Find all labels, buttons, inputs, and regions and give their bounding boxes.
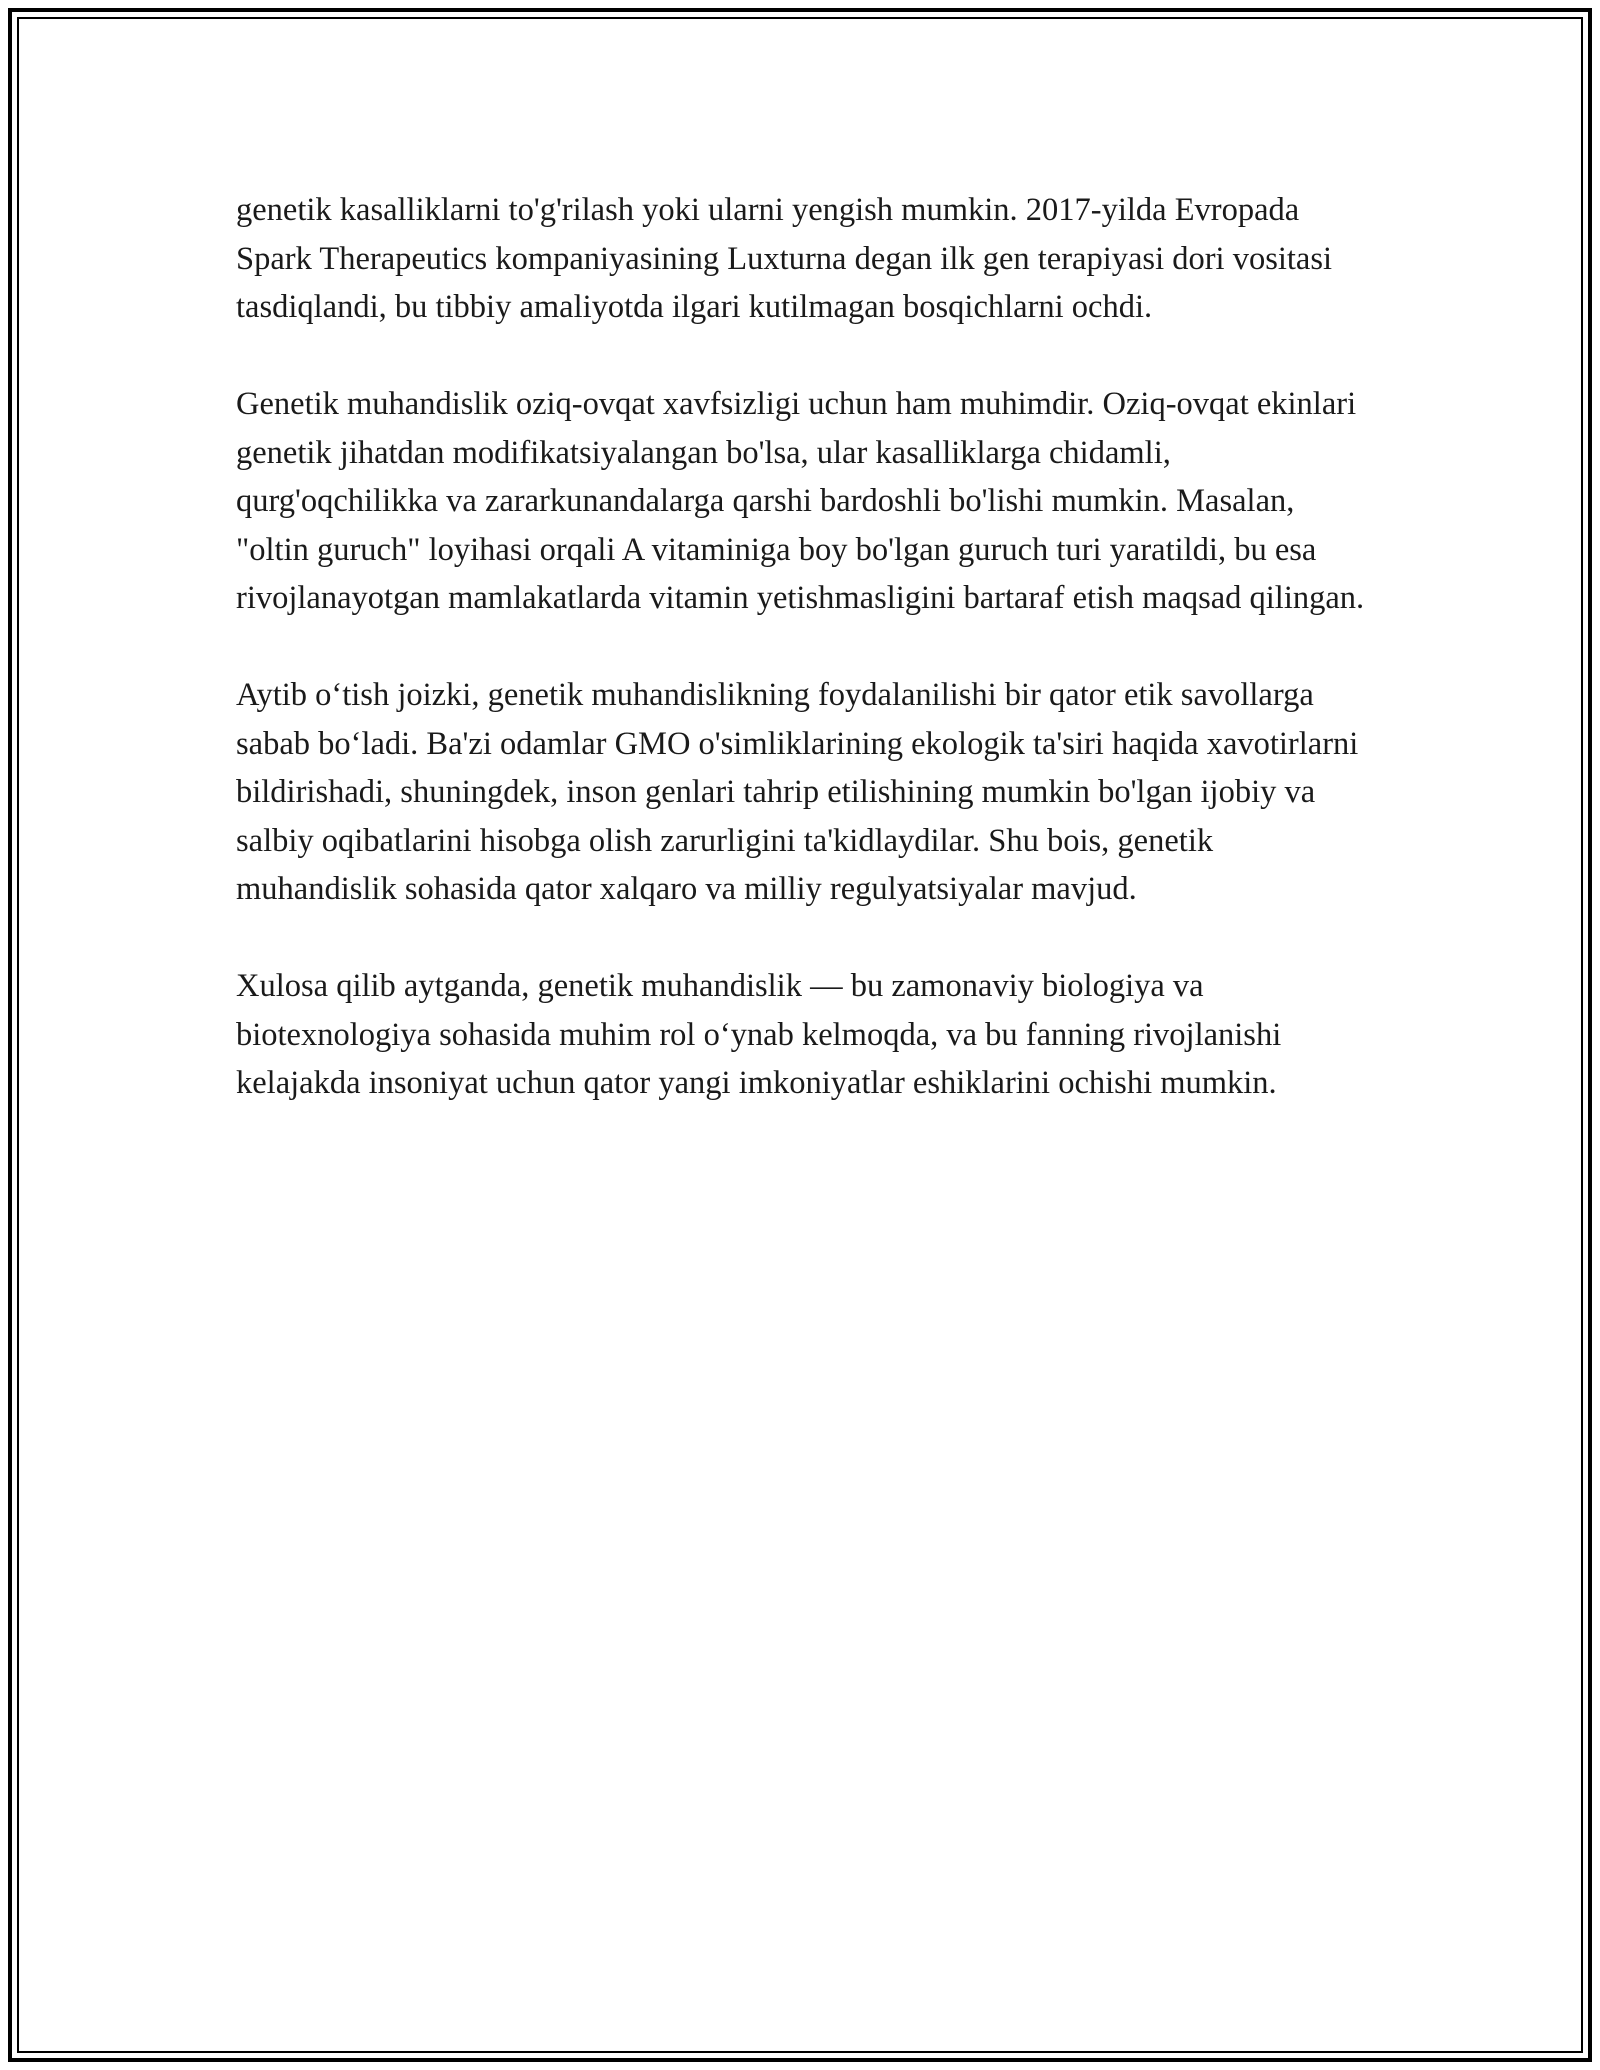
paragraph-food-security: Genetik muhandislik oziq-ovqat xavfsizligi uchun ham muhimdir. Oziq-ovqat ekinlari genetik jihatdan modifikatsiyalangan bo'lsa, ular kasalliklarga chidamli, qurg'oqchilikka va zararkunandalarga qarshi bardoshli bo'lishi mumkin. Masalan, "oltin guruch" loyihasi orqali A vitaminiga boy bo'lgan guruch turi yaratildi, bu esa rivojlanayotgan mamlakatlarda vitamin yetishmasligini bartaraf etish maqsad qilingan. <box>236 386 1365 616</box>
document-body <box>236 186 1366 1156</box>
paragraph-gene-therapy: genetik kasalliklarni to'g'rilash yoki ularni yengish mumkin. 2017-yilda Evropada Spark Therapeutics kompaniyasining Luxturna degan ilk gen terapiyasi dori vositasi tasdiqlandi, bu tibbiy amaliyotda ilgari kutilmagan bosqichlarni ochdi. <box>236 192 1333 325</box>
paragraph-conclusion: Xulosa qilib aytganda, genetik muhandislik — bu zamonaviy biologiya va biotexnologiya sohasida muhim rol o‘ynab kelmoqda, va bu fanning rivojlanishi kelajakda insoniyat uchun qator yangi imkoniyatlar eshiklarini ochishi mumkin. <box>236 968 1282 1101</box>
paragraph-ethics: Aytib o‘tish joizki, genetik muhandislikning foydalanilishi bir qator etik savollarga sabab bo‘ladi. Ba'zi odamlar GMO o'simliklarining ekologik ta'siri haqida xavotirlarni bildirishadi, shuningdek, inson genlari tahrip etilishining mumkin bo'lgan ijobiy va salbiy oqibatlarini hisobga olish zarurligini ta'kidlaydilar. Shu bois, genetik muhandislik sohasida qator xalqaro va milliy regulyatsiyalar mavjud. <box>236 677 1359 907</box>
